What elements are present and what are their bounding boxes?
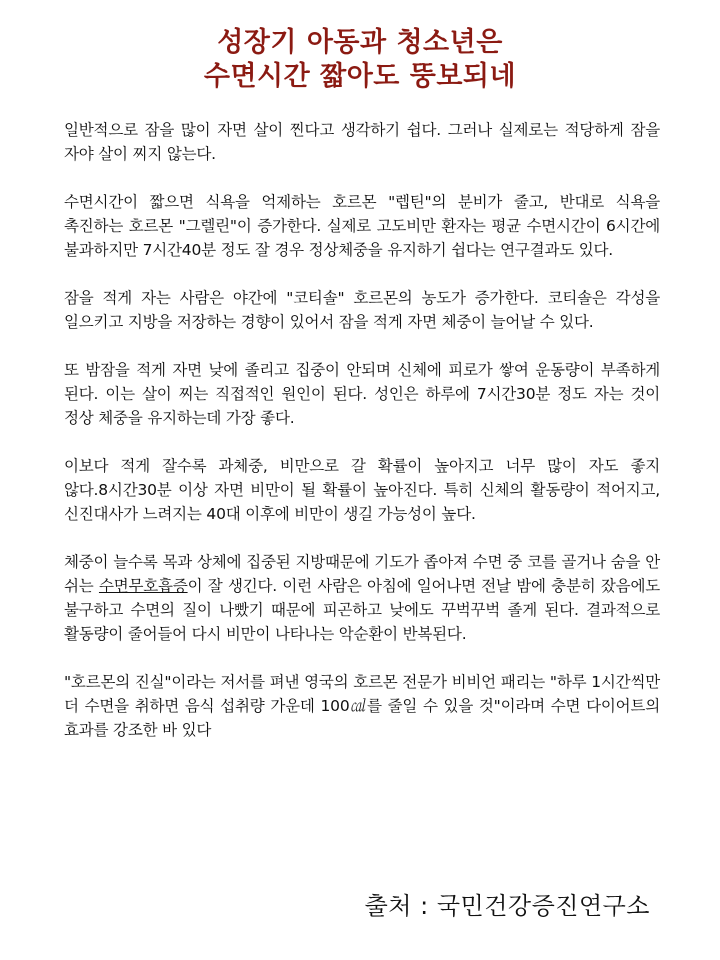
paragraph-1: 일반적으로 잠을 많이 자면 살이 찐다고 생각하기 쉽다. 그러나 실제로는 적당하게 잠을 자야 살이 찌지 않는다.	[64, 121, 660, 163]
paragraph-2: 수면시간이 짧으면 식욕을 억제하는 호르몬 "렙틴"의 분비가 줄고, 반대로 식욕을 촉진하는 호르몬 "그렐린"이 증가한다. 실제로 고도비만 환자는 평균 수면시간이 6시간에 불과하지만 7시간40분 정도 잘 경우 정상체중을 유지하기 쉽다는 연구결과도 있다.	[64, 193, 660, 259]
paragraph-6	[64, 550, 660, 646]
title-line-2: 수면시간 짧아도 뚱보되네	[203, 61, 517, 92]
paragraph-6-text-after: 이 잘 생긴다. 이런 사람은 아침에 일어나면 전날 밤에 충분히 잤음에도 불구하고 수면의 질이 나빴기 때문에 피곤하고 낮에도 꾸벅꾸벅 졸게 된다. 결과적으로 활동량이 줄어들어 다시 비만이 나타나는 악순환이 반복된다.	[64, 577, 660, 643]
paragraph-3: 잠을 적게 자는 사람은 야간에 "코티솔" 호르몬의 농도가 증가한다. 코티솔은 각성을 일으키고 지방을 저장하는 경향이 있어서 잠을 적게 자면 체중이 늘어날 수 있다.	[64, 289, 660, 331]
article-title	[0, 26, 720, 94]
paragraph-7: "호르몬의 진실"이라는 저서를 펴낸 영국의 호르몬 전문가 비비언 패리는 "하루 1시간씩만 더 수면을 취하면 음식 섭취량 가운데 100㎈를 줄일 수 있을 것"이라며 수면 다이어트의 효과를 강조한 바 있다	[64, 673, 660, 739]
sleep-apnea-link[interactable]: 수면무호흡증	[98, 577, 188, 595]
paragraph-6-text-before: 체중이 늘수록 목과 상체에 집중된 지방때문에 기도가 좁아져 수면 중 코를 골거나 숨을 안 쉬는	[64, 553, 660, 595]
article-body	[64, 118, 660, 742]
title-line-1: 성장기 아동과 청소년은	[217, 27, 503, 58]
paragraph-5: 이보다 적게 잘수록 과체중, 비만으로 갈 확률이 높아지고 너무 많이 자도 좋지 않다.8시간30분 이상 자면 비만이 될 확률이 높아진다. 특히 신체의 활동량이 적어지고, 신진대사가 느려지는 40대 이후에 비만이 생길 가능성이 높다.	[64, 457, 660, 523]
source-credit: 출처 : 국민건강증진연구소	[364, 892, 650, 920]
paragraph-4: 또 밤잠을 적게 자면 낮에 졸리고 집중이 안되며 신체에 피로가 쌓여 운동량이 부족하게 된다. 이는 살이 찌는 직접적인 원인이 된다. 성인은 하루에 7시간30분 정도 자는 것이 정상 체중을 유지하는데 가장 좋다.	[64, 361, 660, 427]
